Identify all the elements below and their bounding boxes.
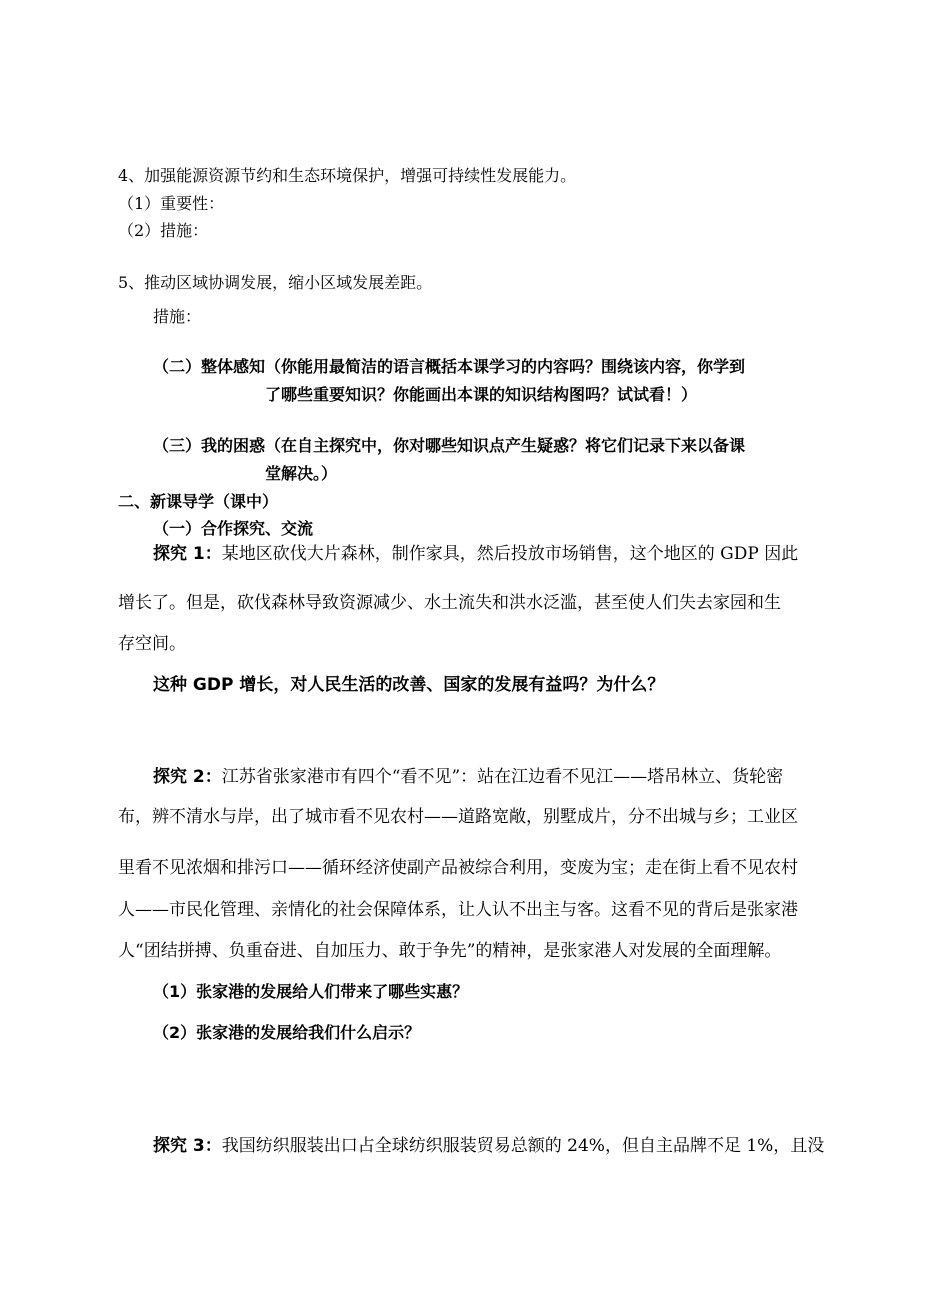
inquiry-2-line2: 布，辨不清水与岸，出了城市看不见农村——道路宽敞，别墅成片，分不出城与乡；工业区 xyxy=(118,807,798,827)
overall-perception-line1: （二）整体感知（你能用最简洁的语言概括本课学习的内容吗？围绕该内容，你学到 xyxy=(153,357,746,376)
inquiry-2-line4: 人——市民化管理、亲情化的社会保障体系，让人认不出主与客。这看不见的背后是张家港 xyxy=(118,900,798,920)
inquiry-2-question-1: （1）张家港的发展给人们带来了哪些实惠？ xyxy=(153,982,469,1001)
inquiry-1-line3: 存空间。 xyxy=(118,634,186,654)
my-confusion-line1: （三）我的困惑（在自主探究中，你对哪些知识点产生疑惑？将它们记录下来以备课 xyxy=(153,436,746,455)
item-5-measures: 措施： xyxy=(153,307,202,326)
item-4-measures: （2）措施： xyxy=(118,221,209,240)
inquiry-3-text: 我国纺织服装出口占全球纺织服装贸易总额的 24%，但自主品牌不足 1%，且没 xyxy=(221,1136,825,1156)
item-4-importance: （1）重要性： xyxy=(118,194,225,213)
inquiry-1-text: 某地区砍伐大片森林，制作家具，然后投放市场销售，这个地区的 GDP 因此 xyxy=(221,544,799,564)
inquiry-1-line2: 增长了。但是，砍伐森林导致资源减少、水土流失和洪水泛滥，甚至使人们失去家园和生 xyxy=(118,593,781,613)
item-5-heading: 5、推动区域协调发展，缩小区域发展差距。 xyxy=(118,273,433,292)
subsection-cooperation: （一）合作探究、交流 xyxy=(153,519,314,538)
inquiry-1-label: 探究 1： xyxy=(153,544,222,564)
inquiry-3-line1 xyxy=(153,1135,824,1157)
overall-perception-line2: 了哪些重要知识？你能画出本课的知识结构图吗？试试看！） xyxy=(265,385,698,404)
inquiry-2-line5: 人“团结拼搏、负重奋进、自加压力、敢于争先”的精神，是张家港人对发展的全面理解。 xyxy=(118,941,782,961)
my-confusion-line2: 堂解决。） xyxy=(265,464,338,483)
inquiry-2-text: 江苏省张家港市有四个“看不见”：站在江边看不见江——塔吊林立、货轮密 xyxy=(221,767,784,787)
inquiry-1-line1 xyxy=(153,543,798,565)
item-4-heading: 4、加强能源资源节约和生态环境保护，增强可持续性发展能力。 xyxy=(118,166,577,185)
inquiry-1-question: 这种 GDP 增长，对人民生活的改善、国家的发展有益吗？为什么？ xyxy=(153,675,665,695)
inquiry-2-label: 探究 2： xyxy=(153,767,222,787)
inquiry-2-line3: 里看不见浓烟和排污口——循环经济使副产品被综合利用，变废为宝；走在街上看不见农村 xyxy=(118,858,798,878)
inquiry-2-question-2: （2）张家港的发展给我们什么启示？ xyxy=(153,1023,421,1042)
inquiry-3-label: 探究 3： xyxy=(153,1136,222,1156)
section-2-heading: 二、新课导学（课中） xyxy=(118,492,279,511)
inquiry-2-line1 xyxy=(153,766,783,788)
